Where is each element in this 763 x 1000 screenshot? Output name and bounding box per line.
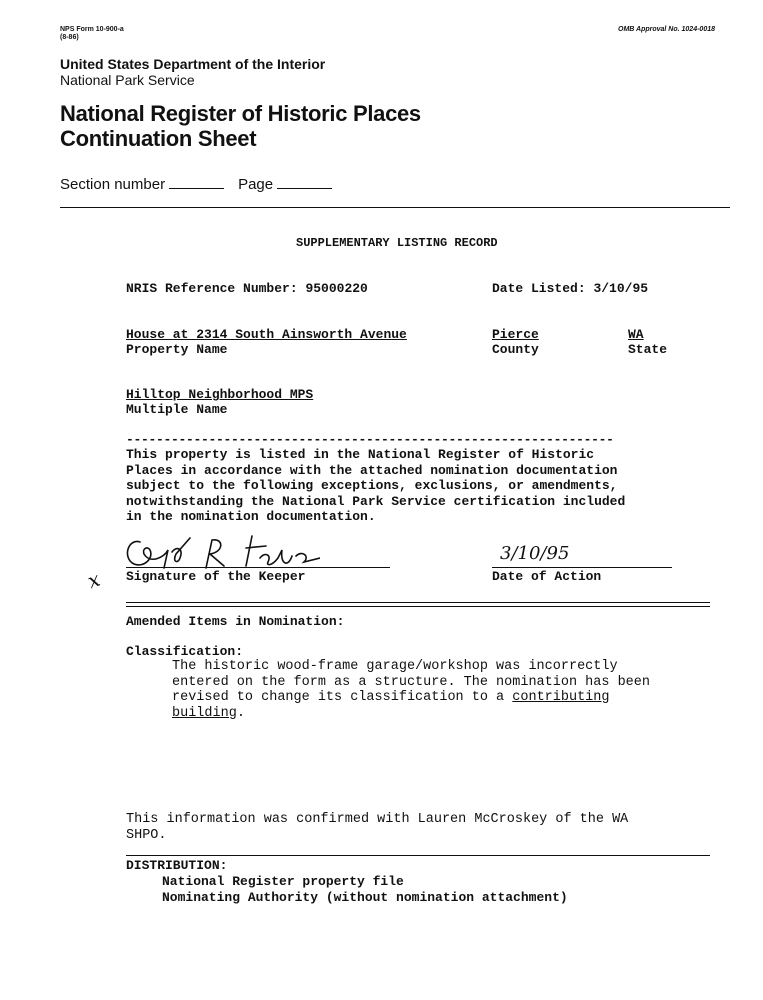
signature-label: Signature of the Keeper [126, 569, 306, 584]
county-value: Pierce [492, 327, 539, 342]
margin-check-mark: x [84, 566, 104, 594]
classification-text: The historic wood-frame garage/workshop was incorrectly entered on the form as a structure. The nomination has been revised to change its classification to a contributing building. [172, 659, 650, 721]
page-title: National Register of Historic Places [60, 101, 421, 126]
distribution-heading: DISTRIBUTION: [126, 858, 228, 873]
dash-separator: ----------------------------------------------------------------- [126, 432, 614, 447]
section-number-label: Section number [60, 176, 166, 193]
state-value: WA [628, 327, 644, 342]
omb-approval: OMB Approval No. 1024-0018 [618, 26, 715, 33]
department-name: United States Department of the Interior [60, 56, 326, 72]
distribution-rule [126, 855, 710, 856]
classification-label: Classification: [126, 644, 244, 659]
page-subtitle: Continuation Sheet [60, 126, 257, 151]
listing-statement [126, 447, 625, 525]
statement-line: Places in accordance with the attached nomination documentation [126, 462, 618, 478]
property-name-label: Property Name [126, 342, 228, 357]
page-field [277, 188, 332, 189]
date-listed-row [492, 281, 648, 297]
classification-line: The historic wood-frame garage/workshop was incorrectly [172, 659, 618, 674]
form-number: NPS Form 10-900-a (8-86) [60, 26, 124, 41]
confirmation-note [126, 812, 628, 843]
county-label: County [492, 342, 539, 357]
date-listed-value: 3/10/95 [593, 281, 649, 296]
amended-items-heading: Amended Items in Nomination: [126, 614, 345, 629]
classification-line: entered on the form as a structure. The nomination has been [172, 674, 650, 690]
page-label: Page [238, 176, 274, 193]
section-number-field [169, 188, 224, 189]
underlined-term: contributing [512, 690, 610, 705]
header-rule [60, 207, 730, 208]
confirmation-line: SHPO. [126, 827, 167, 843]
multiple-name: Hilltop Neighborhood MPS [126, 387, 314, 402]
distribution-item: National Register property file [162, 874, 404, 889]
statement-line: subject to the following exceptions, exclusions, or amendments, [126, 478, 618, 493]
date-of-action-label: Date of Action [492, 569, 602, 584]
statement-line: notwithstanding the National Park Service certification included [126, 493, 626, 509]
nris-row [126, 281, 368, 297]
statement-line: in the nomination documentation. [126, 509, 376, 524]
action-date-handwritten: 3/10/95 [500, 543, 570, 564]
date-line [492, 567, 672, 568]
date-listed-label: Date Listed: [492, 281, 586, 296]
underlined-term: building [172, 705, 237, 721]
distribution-list [162, 874, 568, 905]
statement-line: This property is listed in the National Register of Historic [126, 447, 595, 462]
service-name: National Park Service [60, 72, 195, 88]
confirmation-line: This information was confirmed with Lauren McCroskey of the WA [126, 812, 629, 827]
state-label: State [628, 342, 668, 357]
double-rule [126, 602, 710, 607]
property-name: House at 2314 South Ainsworth Avenue [126, 327, 407, 342]
signature-line [126, 567, 390, 568]
record-heading: SUPPLEMENTARY LISTING RECORD [296, 236, 498, 250]
nris-label: NRIS Reference Number: [126, 281, 298, 296]
form-date: (8-86) [60, 34, 79, 41]
nris-number: 95000220 [305, 281, 368, 296]
section-page-row [60, 176, 346, 193]
distribution-item: Nominating Authority (without nomination attachment) [162, 889, 568, 905]
multiple-name-label: Multiple Name [126, 402, 228, 417]
classification-line: revised to change its classification to a [172, 690, 513, 705]
